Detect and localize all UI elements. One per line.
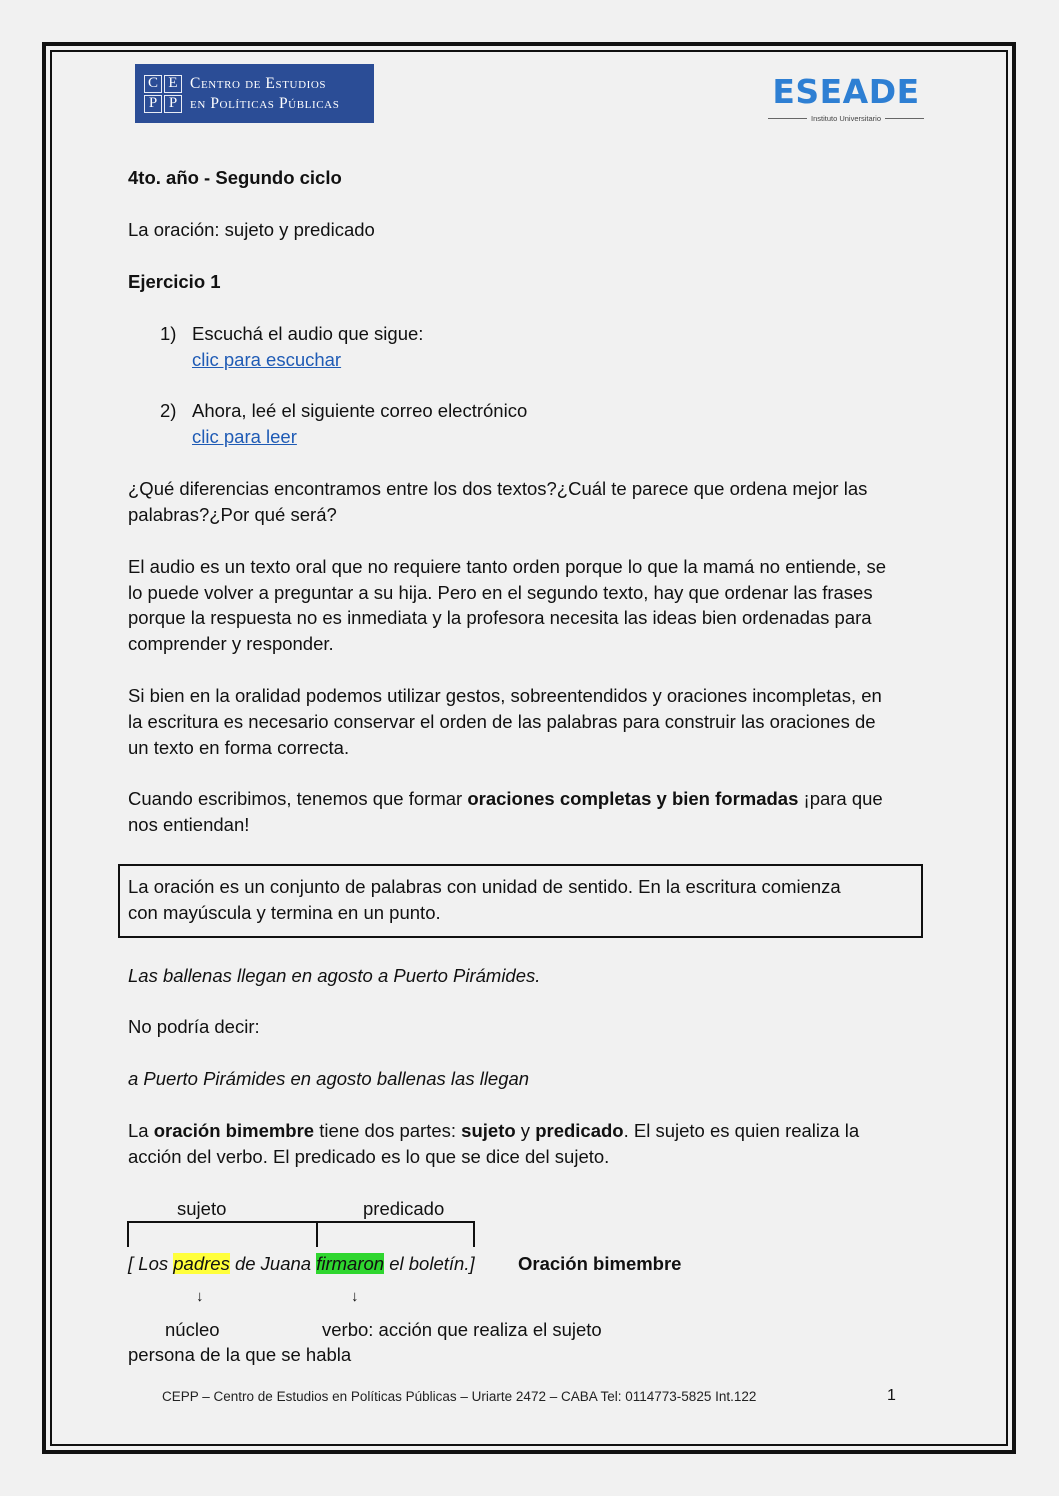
predicate-label: predicado: [363, 1198, 445, 1219]
list-item-text: Ahora, leé el siguiente correo electrónico: [192, 400, 528, 421]
paragraph-line: un texto en forma correcta.: [128, 737, 350, 758]
arrow-down-icon: ↓: [196, 1288, 204, 1305]
cepp-letter: E: [164, 75, 182, 93]
listen-audio-link[interactable]: clic para escuchar: [192, 349, 342, 370]
predicate-bracket: [316, 1221, 475, 1247]
paragraph-line: [128, 786, 883, 812]
cepp-letter: P: [144, 95, 162, 113]
cepp-logo-line1: Centro de Estudios: [190, 74, 327, 92]
text-run: el boletín.]: [384, 1253, 475, 1274]
text-run: La: [128, 1120, 154, 1141]
core-label: núcleo: [165, 1319, 220, 1340]
divider: [885, 118, 924, 119]
question-line: palabras?¿Por qué será?: [128, 504, 337, 525]
paragraph-line: comprender y responder.: [128, 633, 334, 654]
paragraph-line: El audio es un texto oral que no requiere tanto orden porque lo que la mamá no entiende, se: [128, 556, 886, 577]
arrow-down-icon: ↓: [351, 1288, 359, 1305]
text-run: de Juana: [229, 1253, 317, 1274]
cepp-logo-name: [190, 74, 339, 114]
grade-heading: 4to. año - Segundo ciclo: [128, 167, 342, 188]
cepp-logo: [135, 64, 374, 123]
question-line: ¿Qué diferencias encontramos entre los dos textos?¿Cuál te parece que ordena mejor las: [128, 478, 868, 499]
verb-highlight: firmaron: [316, 1253, 385, 1274]
cepp-logo-line2: en Políticas Públicas: [190, 94, 340, 112]
read-email-link[interactable]: clic para leer: [192, 426, 297, 447]
eseade-logo-word: ESEADE: [772, 72, 920, 111]
footer-text: CEPP – Centro de Estudios en Políticas Públicas – Uriarte 2472 – CABA Tel: 0114773-5825 Int.122: [162, 1389, 757, 1404]
paragraph-line: [128, 1118, 859, 1144]
paragraph-line: nos entiendan!: [128, 814, 250, 835]
page-number: 1: [887, 1387, 896, 1404]
subject-label: sujeto: [177, 1198, 227, 1219]
eseade-logo-subtitle: [768, 113, 924, 123]
subject-bracket: [127, 1221, 318, 1247]
list-item-number: 1): [160, 323, 177, 344]
paragraph-line: Si bien en la oralidad podemos utilizar gestos, sobreentendidos y oraciones incompletas, en: [128, 685, 882, 706]
text-run: . El sujeto es quien realiza la: [623, 1120, 860, 1141]
cepp-letter: C: [144, 75, 162, 93]
emphasis-text: oraciones completas y bien formadas: [467, 788, 799, 809]
text-run: [ Los: [128, 1253, 174, 1274]
cepp-letter: P: [164, 95, 182, 113]
definition-line: La oración es un conjunto de palabras con unidad de sentido. En la escritura comienza: [128, 876, 841, 897]
subject-core-highlight: padres: [173, 1253, 230, 1274]
divider: [768, 118, 807, 119]
list-item-text: Escuchá el audio que sigue:: [192, 323, 424, 344]
text-run: Cuando escribimos, tenemos que formar: [128, 788, 468, 809]
exercise-title: Ejercicio 1: [128, 271, 221, 292]
cannot-say-text: No podría decir:: [128, 1016, 260, 1037]
text-run: tiene dos partes:: [314, 1120, 462, 1141]
verb-label: verbo: acción que realiza el sujeto: [322, 1319, 602, 1340]
paragraph-line: acción del verbo. El predicado es lo que se dice del sujeto.: [128, 1146, 610, 1167]
text-run: ¡para que: [798, 788, 883, 809]
list-item-number: 2): [160, 400, 177, 421]
incorrect-example: a Puerto Pirámides en agosto ballenas las llegan: [128, 1068, 530, 1089]
cepp-logo-mark: [144, 75, 182, 113]
paragraph-line: porque la respuesta no es inmediata y la profesora necesita las ideas bien ordenadas para: [128, 607, 872, 628]
eseade-subtitle-text: Instituto Universitario: [810, 113, 882, 123]
emphasis-text: oración bimembre: [153, 1120, 315, 1141]
emphasis-text: predicado: [535, 1120, 624, 1141]
text-run: y: [515, 1120, 536, 1141]
emphasis-text: sujeto: [461, 1120, 516, 1141]
topic-title: La oración: sujeto y predicado: [128, 219, 375, 240]
sentence-type-label: Oración bimembre: [518, 1253, 682, 1274]
paragraph-line: la escritura es necesario conservar el orden de las palabras para construir las oraciones de: [128, 711, 876, 732]
example-sentence: Las ballenas llegan en agosto a Puerto Pirámides.: [128, 965, 541, 986]
definition-line: con mayúscula y termina en un punto.: [128, 902, 441, 923]
eseade-logo: [768, 74, 924, 124]
analyzed-sentence: [128, 1251, 475, 1277]
paragraph-line: lo puede volver a preguntar a su hija. Pero en el segundo texto, hay que ordenar las frases: [128, 582, 873, 603]
person-label: persona de la que se habla: [128, 1344, 352, 1365]
